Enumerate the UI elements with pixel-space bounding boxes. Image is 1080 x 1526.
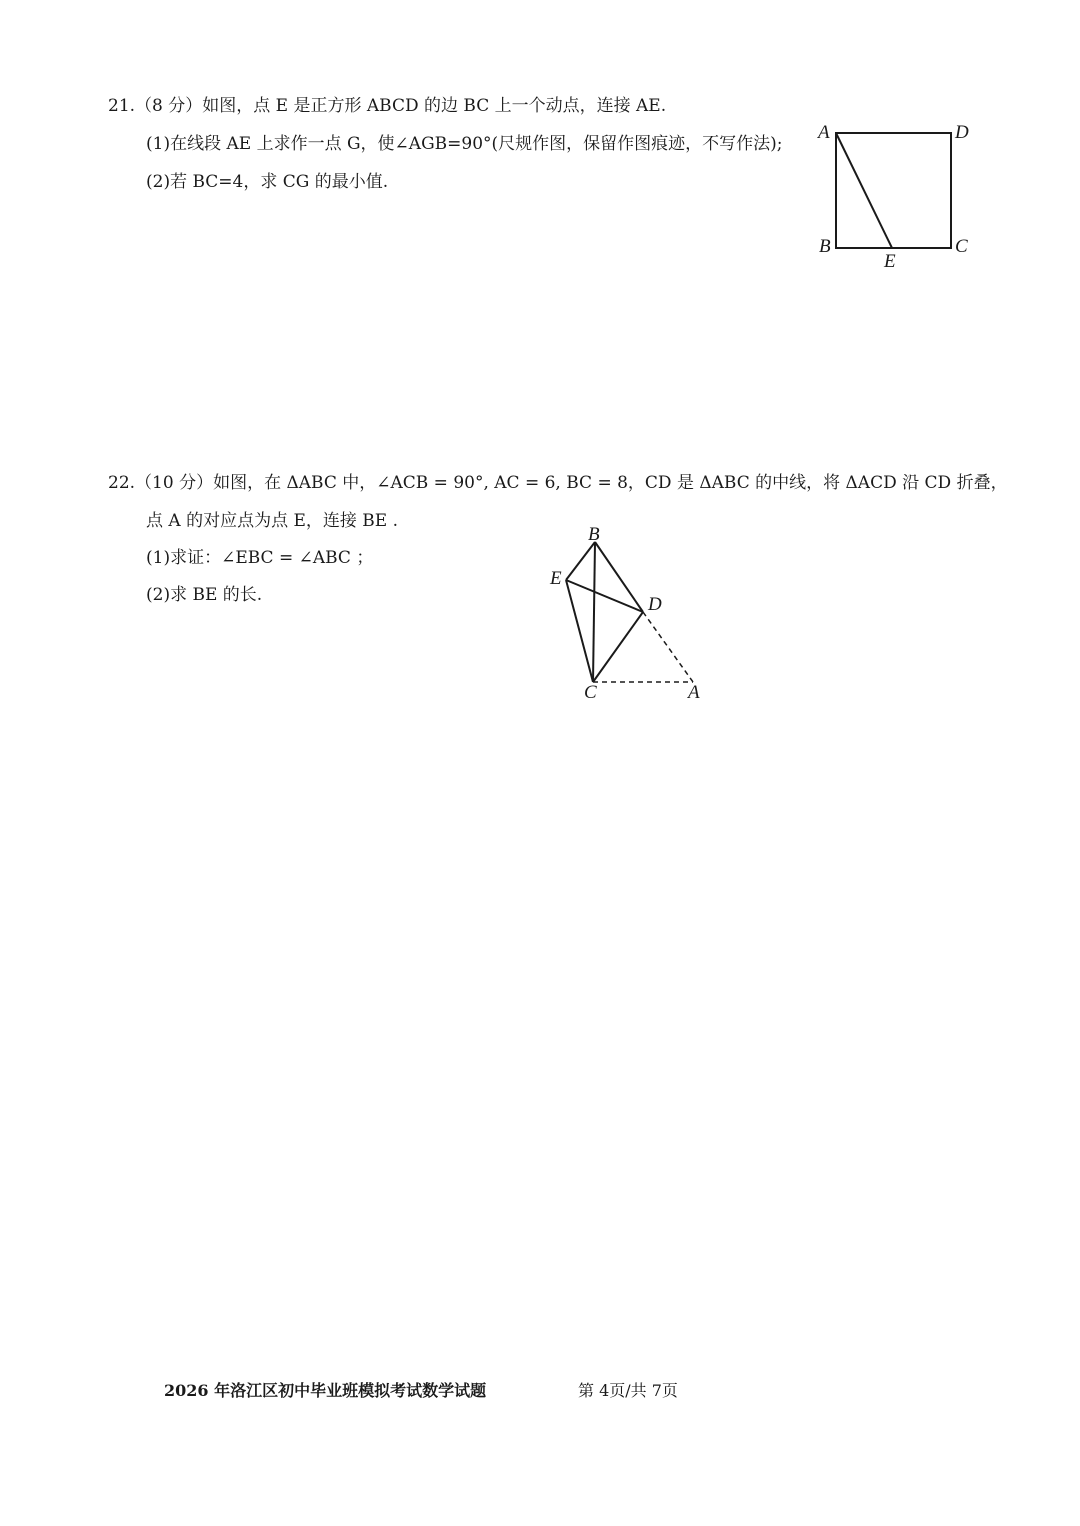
q22-stem: 22.（10 分）如图，在 ΔABC 中，∠ACB = 90°, AC = 6, BC = 8，CD 是 ΔABC 的中线，将 ΔACD 沿 CD 折叠， [108,473,1008,493]
q22-part1: (1)求证：∠EBC = ∠ABC ； [146,548,374,568]
footer-exam-title: 2026 年洛江区初中毕业班模拟考试数学试题 [164,1381,487,1400]
q21-square-abcd [836,133,951,248]
q21-part1: (1)在线段 AE 上求作一点 G，使∠AGB=90°(尺规作图，保留作图痕迹，不写作法); [146,134,783,154]
q22-label-c: C [584,682,597,703]
q21-label-a: A [818,122,830,143]
q22-label-d: D [648,594,662,615]
q22-segment-be [566,542,595,580]
q21-figure [810,118,990,276]
q22-label-e: E [550,568,562,589]
q22-label-a: A [688,682,700,703]
q22-segment-da-dashed [643,612,693,682]
q22-segment-ec [566,580,593,682]
q21-label-e: E [884,251,896,272]
q21-label-b: B [819,236,831,257]
q22-label-b: B [588,524,600,545]
q22-part2: (2)求 BE 的长. [146,585,263,605]
q22-stem-cont: 点 A 的对应点为点 E，连接 BE . [146,511,399,531]
q21-label-d: D [955,122,969,143]
q22-segment-cd [593,612,643,682]
q21-label-c: C [955,236,968,257]
q21-segment-ae [836,133,892,248]
q22-figure [540,520,720,705]
q21-part2: (2)若 BC=4，求 CG 的最小值. [146,172,389,192]
q22-segment-bc [593,542,595,682]
q21-stem: 21.（8 分）如图，点 E 是正方形 ABCD 的边 BC 上一个动点，连接 AE. [108,96,667,116]
footer-page-number: 第 4页/共 7页 [578,1381,678,1400]
